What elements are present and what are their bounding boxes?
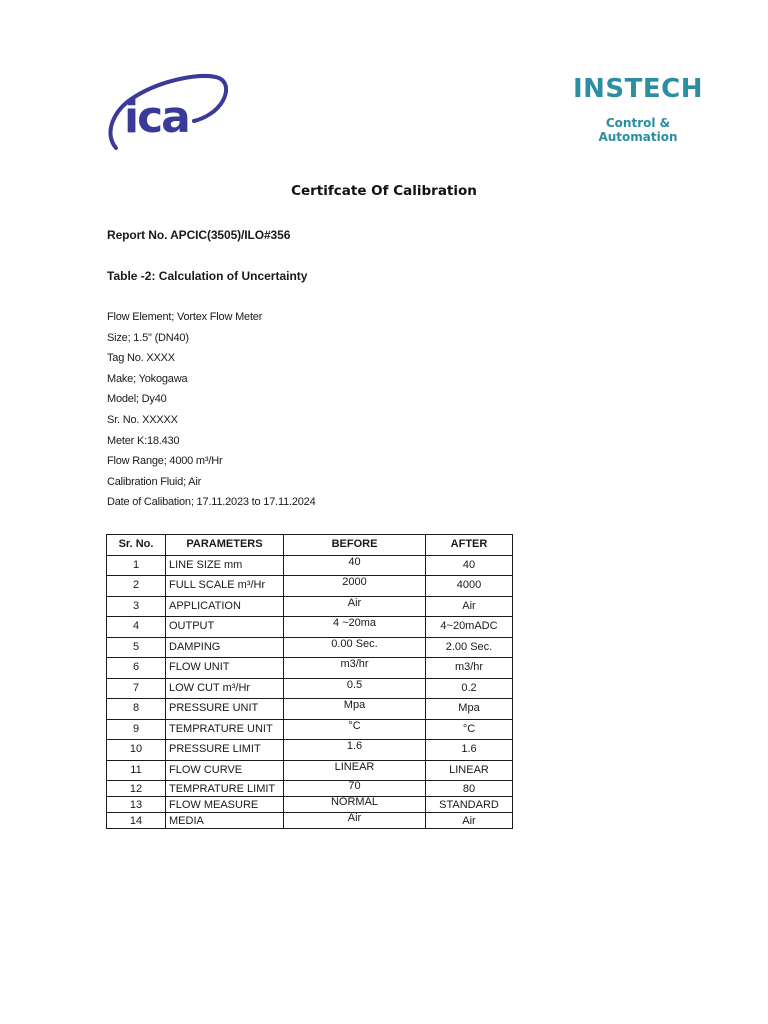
header-parameters: PARAMETERS [166,535,284,556]
cell-parameter: MEDIA [166,813,284,829]
cell-after: 0.2 [426,678,513,699]
cell-before [284,740,426,761]
cell-parameter: FLOW UNIT [166,658,284,679]
table-header-row [107,535,513,556]
cell-parameter: DAMPING [166,637,284,658]
cell-sr-no: 3 [107,596,166,617]
meter-details-list [107,310,316,516]
cell-sr-no: 12 [107,781,166,797]
cell-parameter: LINE SIZE mm [166,555,284,576]
table-row [107,555,513,576]
cell-sr-no: 8 [107,699,166,720]
cell-after: STANDARD [426,797,513,813]
cell-before [284,760,426,781]
detail-tag-no: Tag No. XXXX [107,352,175,365]
cell-before [284,555,426,576]
cell-before [284,699,426,720]
cell-parameter: TEMPRATURE UNIT [166,719,284,740]
cell-before [284,797,426,813]
cell-sr-no: 11 [107,760,166,781]
table-row [107,699,513,720]
cell-parameter: FLOW MEASURE [166,797,284,813]
header-before: BEFORE [284,535,426,556]
cell-after: 80 [426,781,513,797]
cell-before [284,658,426,679]
cell-sr-no: 10 [107,740,166,761]
cell-before-value: Air [347,811,362,824]
cell-before-value: NORMAL [330,795,379,808]
cell-after: 40 [426,555,513,576]
detail-make: Make; Yokogawa [107,372,188,385]
table-row [107,760,513,781]
table-caption: Table -2: Calculation of Uncertainty [107,269,308,283]
ica-logo [106,70,228,154]
cell-parameter: OUTPUT [166,617,284,638]
detail-meter-k: Meter K:18.430 [107,434,180,447]
table-row [107,637,513,658]
cell-after: LINEAR [426,760,513,781]
table-row [107,740,513,761]
cell-parameter: LOW CUT m³/Hr [166,678,284,699]
cell-parameter: FLOW CURVE [166,760,284,781]
detail-size: Size; 1.5" (DN40) [107,331,189,344]
detail-serial-no: Sr. No. XXXXX [107,413,178,426]
cell-before-value: 40 [348,555,361,568]
cell-parameter: APPLICATION [166,596,284,617]
cell-before [284,678,426,699]
cell-sr-no: 9 [107,719,166,740]
table-row [107,678,513,699]
brand-block [568,74,708,144]
detail-flow-range: Flow Range; 4000 m³/Hr [107,455,223,468]
cell-before-value: Mpa [343,699,366,712]
detail-date-of-calibration: Date of Calibation; 17.11.2023 to 17.11.2024 [107,496,316,509]
header-after: AFTER [426,535,513,556]
cell-before-value: m3/hr [340,658,369,671]
cell-before [284,617,426,638]
cell-sr-no: 2 [107,576,166,597]
cell-before-value: 0.5 [346,678,363,691]
cell-before-value: LINEAR [334,760,375,773]
cell-before-value: Air [347,596,362,609]
cell-before-value: °C [348,719,361,732]
cell-parameter: PRESSURE LIMIT [166,740,284,761]
cell-sr-no: 4 [107,617,166,638]
cell-before [284,637,426,658]
table-row [107,781,513,797]
cell-parameter: FULL SCALE m³/Hr [166,576,284,597]
cell-sr-no: 6 [107,658,166,679]
cell-before-value: 1.6 [346,740,363,753]
cell-after: Air [426,596,513,617]
page-title: Certifcate Of Calibration [291,183,477,199]
brand-tagline: Control & Automation [598,116,678,144]
cell-before-value: 4 ~20ma [332,617,377,630]
cell-before [284,596,426,617]
cell-after: Air [426,813,513,829]
cell-before-value: 70 [348,779,361,792]
cell-before-value: 2000 [342,576,367,589]
table-row [107,719,513,740]
cell-before-value: 0.00 Sec. [331,637,378,650]
cell-after: Mpa [426,699,513,720]
cell-sr-no: 14 [107,813,166,829]
cell-parameter: TEMPRATURE LIMIT [166,781,284,797]
cell-after: m3/hr [426,658,513,679]
ica-logo-graphic [106,70,228,154]
cell-after: 4~20mADC [426,617,513,638]
parameters-table [106,534,513,829]
header-sr-no: Sr. No. [107,535,166,556]
detail-model: Model; Dy40 [107,393,167,406]
cell-before [284,719,426,740]
table-row [107,813,513,829]
table-row [107,576,513,597]
cell-sr-no: 1 [107,555,166,576]
cell-before [284,576,426,597]
ica-logo-lettering: ica [124,92,189,143]
brand-name: INSTECH [573,74,703,104]
report-number: Report No. APCIC(3505)/ILO#356 [107,228,291,242]
cell-after: °C [426,719,513,740]
table-row [107,596,513,617]
cell-parameter: PRESSURE UNIT [166,699,284,720]
table-row [107,797,513,813]
detail-calibration-fluid: Calibration Fluid; Air [107,475,202,488]
cell-before [284,813,426,829]
cell-sr-no: 5 [107,637,166,658]
cell-after: 1.6 [426,740,513,761]
cell-before [284,781,426,797]
cell-sr-no: 13 [107,797,166,813]
table-row [107,617,513,638]
cell-after: 2.00 Sec. [426,637,513,658]
table-row [107,658,513,679]
detail-flow-element: Flow Element; Vortex Flow Meter [107,311,263,323]
cell-after: 4000 [426,576,513,597]
cell-sr-no: 7 [107,678,166,699]
